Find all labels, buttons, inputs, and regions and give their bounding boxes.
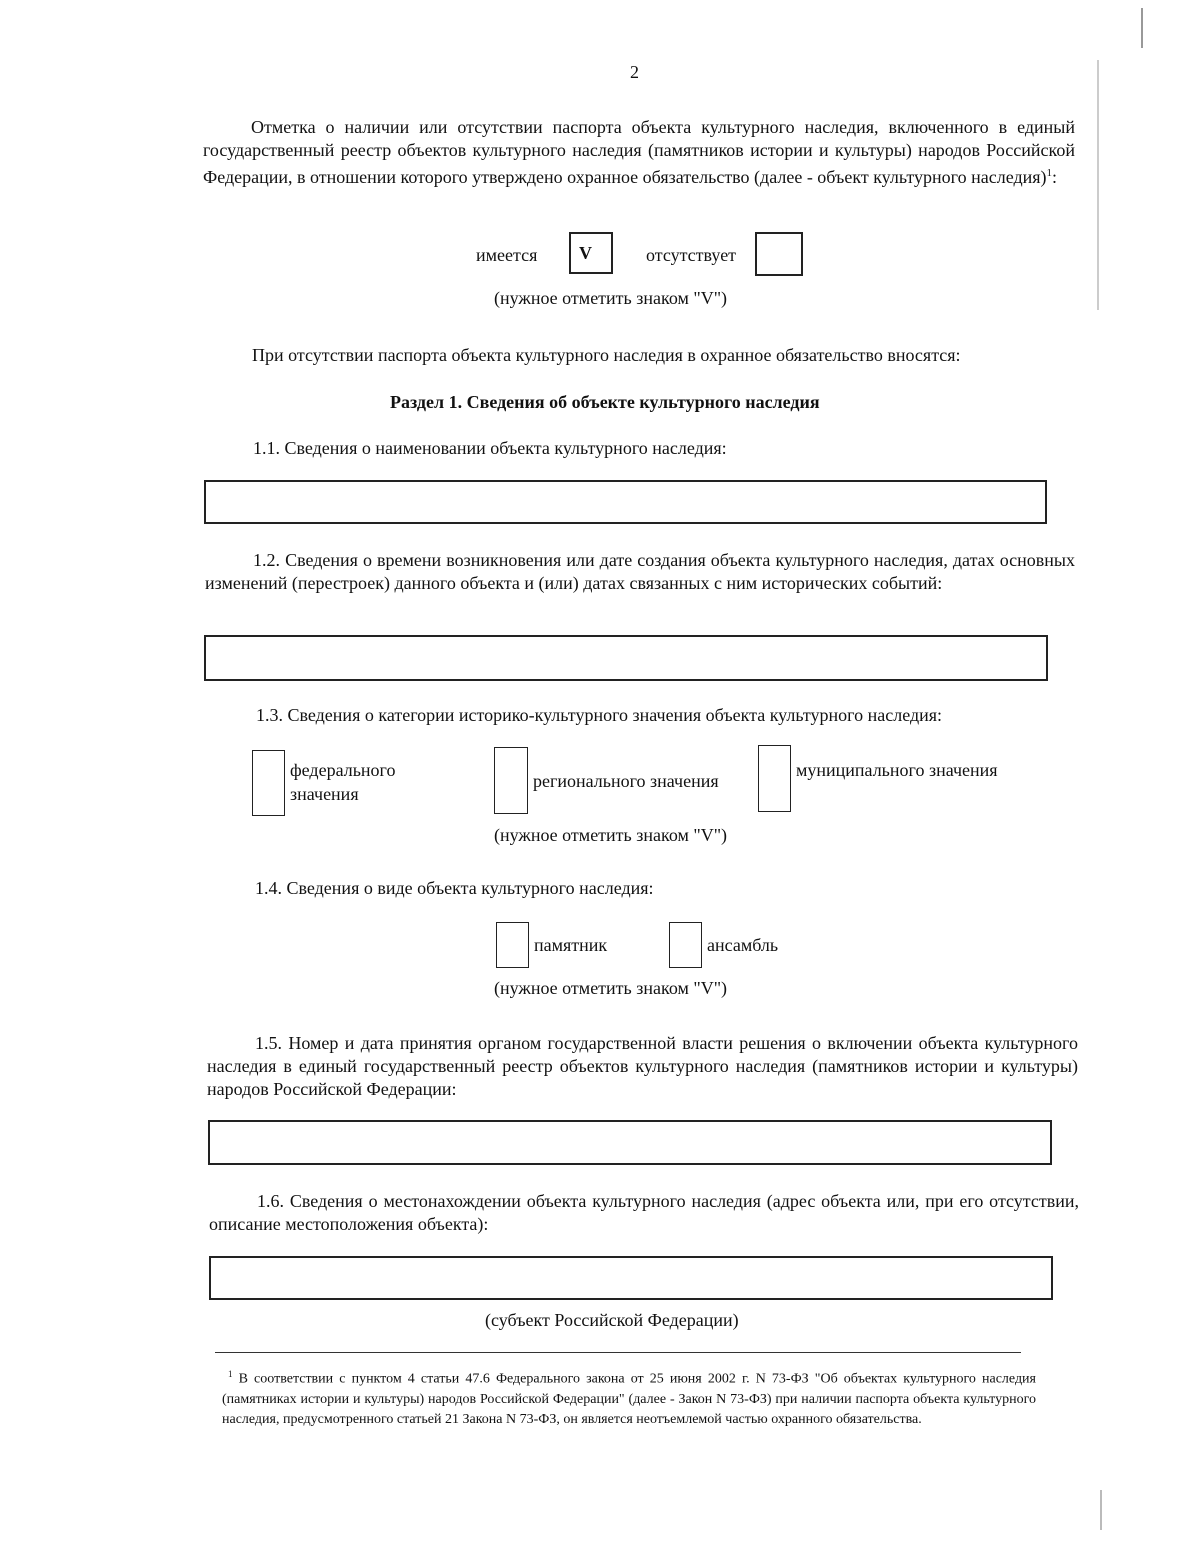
item-1-1-label: 1.1. Сведения о наименовании объекта культурного наследия: — [253, 438, 727, 458]
intro-paragraph — [203, 116, 1075, 189]
category-regional-checkbox[interactable] — [494, 747, 528, 814]
footnote-ref: 1 — [1046, 167, 1053, 179]
category-federal-label-2: значения — [290, 784, 359, 804]
category-federal-label-1: федерального — [290, 760, 396, 780]
category-municipal-checkbox[interactable] — [758, 745, 791, 812]
category-regional-label: регионального значения — [533, 771, 719, 791]
passport-hint: (нужное отметить знаком "V") — [494, 288, 728, 308]
check-mark: V — [579, 243, 592, 263]
item-1-5-paragraph — [207, 1032, 1078, 1101]
item-1-2-text: 1.2. Сведения о времени возникновения или дате создания объекта культурного наследия, датах основных изменений (перестроек) данного объекта и (или) датах связанных с ним исторических событий: — [205, 550, 1075, 593]
absence-note: При отсутствии паспорта объекта культурного наследия в охранное обязательство вносятся: — [252, 345, 961, 365]
section-title: Раздел 1. Сведения об объекте культурного наследия — [390, 392, 820, 412]
kind-monument-label: памятник — [534, 935, 608, 955]
item-1-1-field[interactable] — [204, 480, 1047, 524]
option-absent-label: отсутствует — [646, 245, 737, 265]
page-number: 2 — [630, 62, 639, 82]
item-1-2-paragraph — [205, 549, 1075, 595]
scan-edge-line — [1097, 60, 1099, 310]
item-1-5-field[interactable] — [208, 1120, 1052, 1165]
scan-edge-line — [1141, 8, 1143, 48]
option-has-checkbox[interactable] — [569, 232, 613, 274]
item-1-2-field[interactable] — [204, 635, 1048, 681]
footnote-mark: 1 — [228, 1369, 233, 1379]
footnote-text: В соответствии с пунктом 4 статьи 47.6 Федерального закона от 25 июня 2002 г. N 73-ФЗ "Об объектах культурного наследия (памятниках истории и культуры) народов Российской Федерации" (далее - Закон N 73-ФЗ) при наличии паспорта объекта культурного наследия, предусмотренного статьей 21 Закона N 73-ФЗ, он является неотъемлемой частью охранного обязательства. — [222, 1371, 1036, 1427]
category-federal-checkbox[interactable] — [252, 750, 285, 816]
kind-monument-checkbox[interactable] — [496, 922, 529, 968]
item-1-4-label: 1.4. Сведения о виде объекта культурного наследия: — [255, 878, 654, 898]
category-hint: (нужное отметить знаком "V") — [494, 825, 728, 845]
scan-edge-line — [1100, 1490, 1102, 1530]
footnote — [222, 1364, 1036, 1430]
option-has-label: имеется — [476, 245, 538, 265]
category-municipal-label: муниципального значения — [796, 760, 998, 780]
intro-text: Отметка о наличии или отсутствии паспорта объекта культурного наследия, включенного в единый государственный реестр объектов культурного наследия (памятников истории и культуры) народов Российской Федерации, в отношении которого утверждено охранное обязательство (далее - объект культурного наследия) — [203, 117, 1075, 187]
item-1-5-text: 1.5. Номер и дата принятия органом государственной власти решения о включении объекта культурного наследия в единый государственный реестр объектов культурного наследия (памятников истории и культуры) народов Российской Федерации: — [207, 1033, 1078, 1099]
kind-hint: (нужное отметить знаком "V") — [494, 978, 728, 998]
item-1-6-field[interactable] — [209, 1256, 1053, 1300]
option-absent-checkbox[interactable] — [755, 232, 803, 276]
item-1-6-paragraph — [209, 1190, 1079, 1236]
subject-caption: (субъект Российской Федерации) — [485, 1310, 739, 1330]
item-1-6-text: 1.6. Сведения о местонахождении объекта культурного наследия (адрес объекта или, при его отсутствии, описание местоположения объекта): — [209, 1191, 1079, 1234]
intro-tail: : — [1052, 167, 1058, 187]
footnote-divider — [215, 1352, 1021, 1353]
kind-ensemble-label: ансамбль — [707, 935, 779, 955]
item-1-3-label: 1.3. Сведения о категории историко-культурного значения объекта культурного наследия: — [256, 705, 943, 725]
kind-ensemble-checkbox[interactable] — [669, 922, 702, 968]
